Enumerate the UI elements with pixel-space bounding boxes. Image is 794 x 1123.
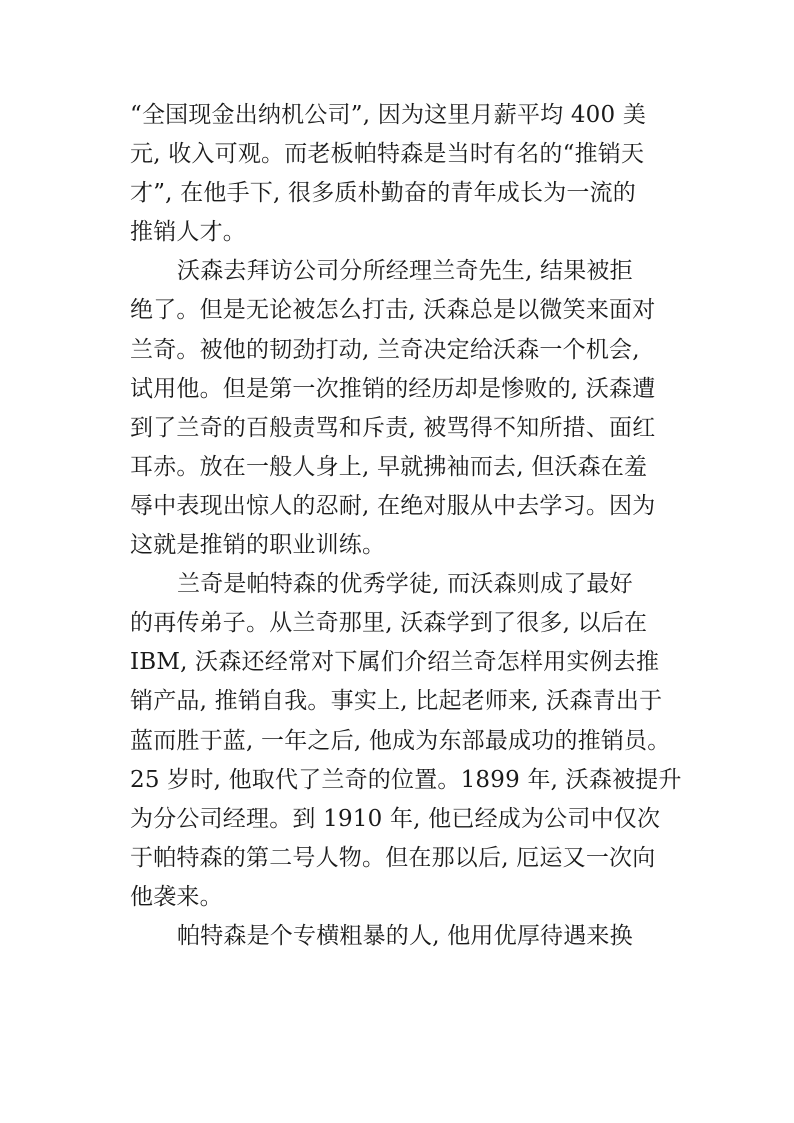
text-line: 蓝而胜于蓝, 一年之后, 他成为东部最成功的推销员。	[130, 727, 671, 754]
text-line: IBM, 沃森还经常对下属们介绍兰奇怎样用实例去推	[130, 649, 660, 676]
text-line: 推销人才。	[130, 219, 246, 246]
document-body	[130, 96, 682, 956]
paragraph-4	[130, 917, 670, 956]
text-line: 到了兰奇的百般责骂和斥责, 被骂得不知所措、面红	[130, 414, 656, 441]
text-line: 兰奇是帕特森的优秀学徒, 而沃森则成了最好	[177, 571, 633, 598]
text-line: 沃森去拜访公司分所经理兰奇先生, 结果被拒	[177, 258, 633, 285]
text-line: 元, 收入可观。而老板帕特森是当时有名的“推销天	[130, 141, 645, 168]
text-line: 为分公司经理。到 1910 年, 他已经成为公司中仅次	[130, 805, 661, 832]
text-line: 于帕特森的第二号人物。但在那以后, 厄运又一次向	[130, 844, 656, 871]
text-line: 25 岁时, 他取代了兰奇的位置。1899 年, 沃森被提升	[130, 766, 682, 793]
paragraph-2	[130, 252, 670, 565]
text-line: 试用他。但是第一次推销的经历却是惨败的, 沃森遭	[130, 375, 656, 402]
text-line: 绝了。但是无论被怎么打击, 沃森总是以微笑来面对	[130, 297, 656, 324]
text-line: 他袭来。	[130, 883, 223, 910]
text-line: 这就是推销的职业训练。	[130, 532, 386, 559]
text-line: 帕特森是个专横粗暴的人, 他用优厚待遇来换	[177, 922, 633, 949]
text-line: 兰奇。被他的韧劲打动, 兰奇决定给沃森一个机会,	[130, 336, 640, 363]
text-line: 耳赤。放在一般人身上, 早就拂袖而去, 但沃森在羞	[130, 453, 648, 480]
paragraph-1	[130, 96, 670, 252]
text-line: 销产品, 推销自我。事实上, 比起老师来, 沃森青出于	[130, 688, 663, 715]
text-line: 才”, 在他手下, 很多质朴勤奋的青年成长为一流的	[130, 180, 637, 207]
text-line: “全国现金出纳机公司”, 因为这里月薪平均 400 美	[130, 102, 647, 128]
text-line: 的再传弟子。从兰奇那里, 沃森学到了很多, 以后在	[130, 610, 648, 637]
paragraph-3	[130, 565, 682, 917]
text-line: 辱中表现出惊人的忍耐, 在绝对服从中去学习。因为	[130, 492, 656, 519]
